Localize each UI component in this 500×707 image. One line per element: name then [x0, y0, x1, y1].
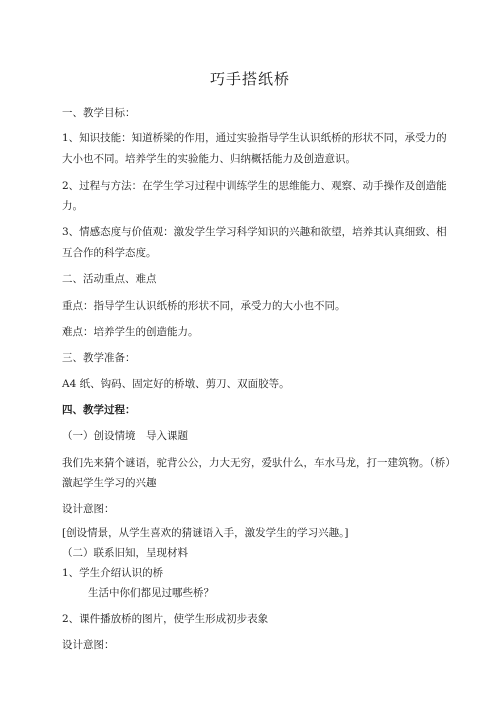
subsection-heading: （二）联系旧知，呈现材料 — [62, 547, 188, 559]
paragraph-line: 2、课件播放桥的图片，使学生形成初步表象 — [62, 613, 269, 625]
paragraph-line: 互合作的科学态度。 — [62, 247, 157, 259]
section-heading-focus: 二、活动重点、难点 — [62, 273, 157, 285]
paragraph-line: 1、知识技能：知道桥梁的作用，通过实验指导学生认识纸桥的形状不同，承受力的 — [62, 132, 447, 144]
subsection-heading: （一）创设情境 导入课题 — [62, 430, 188, 442]
paragraph-line: 重点：指导学生认识纸桥的形状不同，承受力的大小也不同。 — [62, 300, 346, 312]
section-heading-goals: 一、教学目标： — [62, 107, 136, 119]
paragraph-line: 力。 — [62, 200, 83, 212]
section-heading-process: 四、教学过程： — [62, 404, 136, 416]
document-title: 巧手搭纸桥 — [209, 70, 290, 88]
design-intent-note: [创设情景，从学生喜欢的猜谜语入手，激发学生的学习兴趣。] — [62, 527, 349, 539]
paragraph-line: 难点：培养学生的创造能力。 — [62, 326, 199, 338]
paragraph-line: 1、学生介绍认识的桥 — [62, 567, 164, 579]
paragraph-line: 2、过程与方法：在学生学习过程中训练学生的思维能力、观察、动手操作及创造能 — [62, 180, 447, 192]
paragraph-line: 大小也不同。培养学生的实验能力、归纳概括能力及创造意识。 — [62, 153, 356, 165]
paragraph-line: 我们先来猜个谜语，驼背公公，力大无穷，爱驮什么，车水马龙，打一建筑物。（桥） — [62, 457, 456, 469]
paragraph-line: 3、情感态度与价值观：激发学生学习科学知识的兴趣和欲望，培养其认真细致、相 — [62, 226, 447, 238]
paragraph-line: A4 纸、钩码、固定好的桥墩、剪刀、双面胶等。 — [62, 378, 290, 390]
design-intent-label: 设计意图： — [62, 503, 115, 515]
design-intent-label: 设计意图： — [62, 639, 115, 651]
section-heading-preparation: 三、教学准备： — [62, 352, 136, 364]
paragraph-line: 激起学生学习的兴趣 — [62, 477, 157, 489]
paragraph-line: 生活中你们都见过哪些桥？ — [88, 587, 214, 599]
